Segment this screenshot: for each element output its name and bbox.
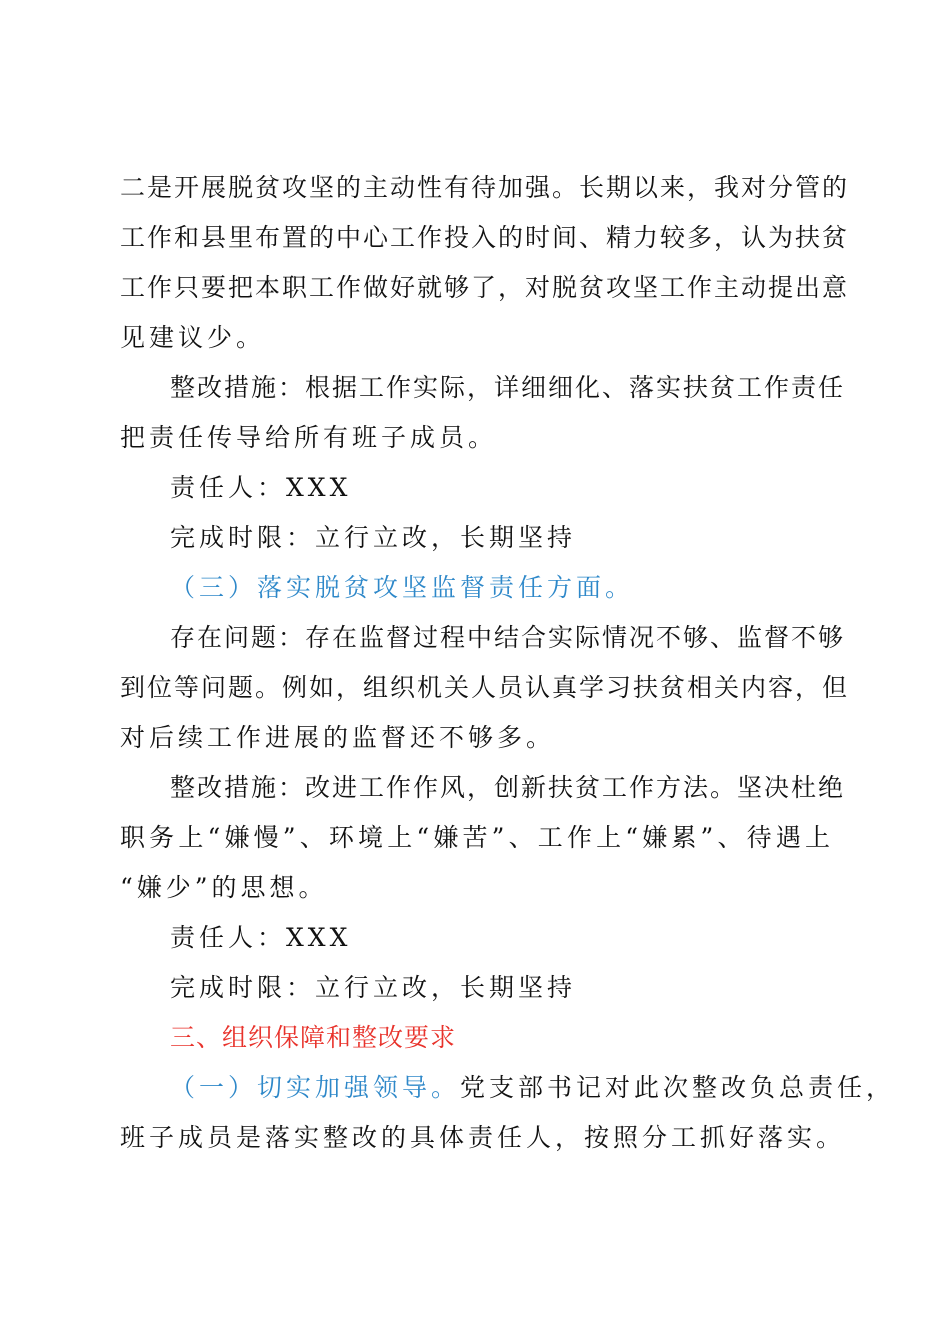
problem-line: 对后续工作进展的监督还不够多。 (120, 723, 556, 752)
leadership-text: 党支部书记对此次整改负总责任， (460, 1073, 896, 1102)
subheading-3: （三）落实脱贫攻坚监督责任方面。 (170, 573, 635, 602)
problem-line: 存在问题：存在监督过程中结合实际情况不够、监督不够 (170, 623, 846, 652)
responsible-person: 责任人：XXX (170, 473, 352, 502)
paragraph-line: 二是开展脱贫攻坚的主动性有待加强。长期以来，我对分管的 (120, 173, 850, 202)
responsible-person: 责任人：XXX (170, 923, 352, 952)
measures-line: 整改措施：根据工作实际，详细细化、落实扶贫工作责任 (170, 373, 846, 402)
leadership-line (120, 1066, 896, 1116)
section-heading: 三、组织保障和整改要求 (170, 1023, 457, 1052)
paragraph-line: 见建议少。 (120, 323, 266, 352)
deadline: 完成时限：立行立改，长期坚持 (170, 973, 577, 1002)
measures-line: 把责任传导给所有班子成员。 (120, 423, 498, 452)
measures-line: “嫌少”的思想。 (120, 873, 328, 902)
leadership-line-2: 班子成员是落实整改的具体责任人，按照分工抓好落实。 (120, 1123, 846, 1152)
measures-line: 职务上“嫌慢”、环境上“嫌苦”、工作上“嫌累”、待遇上 (120, 823, 832, 852)
document-page (120, 166, 896, 1166)
paragraph-line: 工作和县里布置的中心工作投入的时间、精力较多，认为扶贫 (120, 223, 850, 252)
measures-line: 整改措施：改进工作作风，创新扶贫工作方法。坚决杜绝 (170, 773, 846, 802)
subheading-1: （一）切实加强领导。 (170, 1073, 461, 1102)
paragraph-line: 工作只要把本职工作做好就够了，对脱贫攻坚工作主动提出意 (120, 273, 850, 302)
problem-line: 到位等问题。例如，组织机关人员认真学习扶贫相关内容，但 (120, 673, 850, 702)
deadline: 完成时限：立行立改，长期坚持 (170, 523, 577, 552)
